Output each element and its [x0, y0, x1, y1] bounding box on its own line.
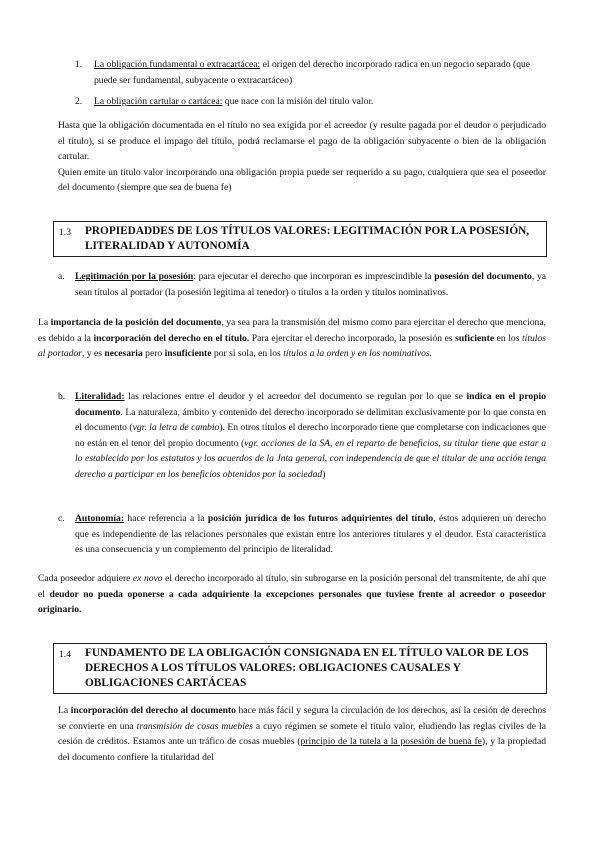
text-run: ): [322, 468, 326, 480]
underline-run: principio de la tutela a la posesión de buena fe: [300, 736, 482, 747]
text-run: el derecho incorporado al título, sin subrogarse en la posición personal del transmitente, de ahí que el: [38, 573, 546, 600]
text-run: hace más fácil y segura la circulación de los derechos, así la cesión de derechos se convierte en una: [58, 705, 546, 732]
bold-run: insuficiente: [164, 348, 212, 359]
section-number: 1.4: [59, 649, 71, 660]
section-number: 1.3: [59, 227, 71, 238]
text-run: , éstos adquieren un derecho que es independiente de las relaciones personales que existan entre los anteriores titulares y el deudor. Esta característica es una consecuencia y un complemento del principio de literalidad.: [75, 513, 546, 555]
text-run: . La naturaleza, ámbito y contenido del derecho incorporado se delimitan exclusivamente por lo que consta en el documento (: [75, 406, 546, 433]
italic-run: títulos al portador: [38, 332, 546, 359]
list-term: La obligación cartular o cartácea:: [94, 96, 223, 107]
item-letter: a.: [58, 271, 65, 282]
text-run: hace referencia a la: [124, 513, 208, 524]
list-number: 2.: [75, 96, 83, 107]
item-letter: b.: [58, 391, 66, 402]
list-term: La obligación fundamental o extracartácea:: [94, 59, 261, 70]
list-number: 1.: [75, 59, 83, 70]
italic-run: vgr. la letra de cambio: [132, 422, 220, 433]
text-run: Para ejercitar el derecho incorporado, la posesión es: [249, 332, 456, 344]
italic-run: transmisión de cosas muebles: [136, 720, 253, 732]
property-b: [58, 389, 546, 482]
item-term: Literalidad:: [75, 391, 125, 402]
section-heading-1-3: [53, 221, 547, 257]
bold-run: necesaria: [104, 348, 143, 359]
italic-run: ex novo: [132, 573, 163, 584]
text-run: , ya sea para la transmisión del mismo como para ejercitar el derecho que menciona, es debido a la: [38, 317, 546, 344]
text-run: las relaciones entre el deudor y el acreedor del documento se regulan por lo que se: [124, 391, 467, 402]
bold-run: deudor no pueda oponerse a cada adquiriente la excepciones personales que tuviese frente al acreedor o poseedor originario.: [38, 588, 547, 615]
section-heading-1-4: [53, 643, 547, 694]
text-run: , ya sean títulos al portador (la posesión legitima al tenedor) o títulos a la orden y títulos nominativos.: [75, 271, 547, 298]
text-run: en los: [494, 332, 522, 344]
list-item: [75, 94, 545, 110]
text-run: : para ejecutar el derecho que incorporan es imprescindible la: [193, 271, 435, 282]
list-text: el origen del derecho incorporado radica en un negocio separado (que puede ser fundamental, subyacente o extracartáceo): [94, 59, 531, 86]
text-run: ). En otros títulos el derecho incorporado tiene que completarse con indicaciones que no están en el tenor del propio documento (: [75, 422, 547, 449]
obligation-list: [75, 57, 545, 116]
item-term: Autonomía:: [75, 513, 125, 524]
text-run: Cada poseedor adquiere: [38, 573, 133, 584]
paragraph-text: Hasta que la obligación documentada en el título no sea exigida por el acreedor (y resulte pagada por el deudor o perjudicado el título), si se produce el impago del título, podrá reclamarse el pago de la obligación subyacente o bien de la obligación cartular.: [58, 120, 546, 162]
paragraph-obligation-payment: [58, 118, 546, 196]
item-term: Legitimación por la posesión: [75, 271, 194, 282]
bold-run: posición jurídica de los futuros adquirientes del título: [207, 513, 434, 524]
item-letter: c.: [58, 513, 65, 524]
text-run: , y es: [81, 348, 105, 359]
list-text: que nace con la misión del título valor.: [222, 96, 374, 107]
text-run: por sí sola, en los: [211, 348, 284, 359]
section-title: FUNDAMENTO DE LA OBLIGACIÓN CONSIGNADA EN EL TÍTULO VALOR DE LOS DERECHOS A LOS TÍTULOS VALORES: OBLIGACIONES CAUSALES Y OBLIGACIONES CARTÁCEAS: [85, 647, 529, 689]
paragraph-autonomy-detail: [38, 571, 546, 618]
paragraph-possession-importance: [38, 315, 546, 362]
bold-run: incorporación del derecho en el título.: [93, 332, 250, 344]
bold-run: posesión del documento: [434, 271, 532, 282]
text-run: pero: [142, 348, 165, 359]
text-run: La: [38, 317, 51, 328]
text-run: La: [58, 705, 71, 716]
text-run: a cuyo régimen se somete el título valor, eludiendo las reglas civiles de la cesión de créditos. Estamos ante un tráfico de cosas muebles (: [58, 720, 546, 747]
paragraph-text: Quien emite un título valor incorporando una obligación propia puede ser requerido a su pago, cualquiera que sea el poseedor del documento (siempre que sea de buena fe): [58, 166, 546, 193]
property-c: [58, 511, 546, 558]
bold-run: importancia de la posición del documento: [50, 317, 222, 328]
text-run: ), y la propiedad del documento confiere la titularidad del: [58, 736, 547, 763]
paragraph-incorporation: [58, 703, 546, 765]
list-item: [75, 57, 545, 88]
italic-run: títulos a la orden y en los nominativos.: [283, 348, 433, 359]
section-title: PROPIEDADDES DE LOS TÍTULOS VALORES: LEGITIMACIÓN POR LA POSESIÓN, LITERALIDAD Y AUTONOMÍA: [85, 225, 530, 252]
italic-run: vgr. acciones de la SA, en el reparto de beneficios, su titular tiene que estar a lo establecido por los estatutos y los acuerdos de la Jnta general, con independencia de que el titular de una acción tenga derecho a participar en los beneficios obtenidos por la sociedad: [75, 437, 546, 480]
property-a: [58, 269, 546, 300]
bold-run: indica en el propio documento: [75, 391, 546, 418]
bold-run: suficiente: [455, 332, 495, 344]
bold-run: incorporación del derecho al documento: [70, 705, 236, 716]
